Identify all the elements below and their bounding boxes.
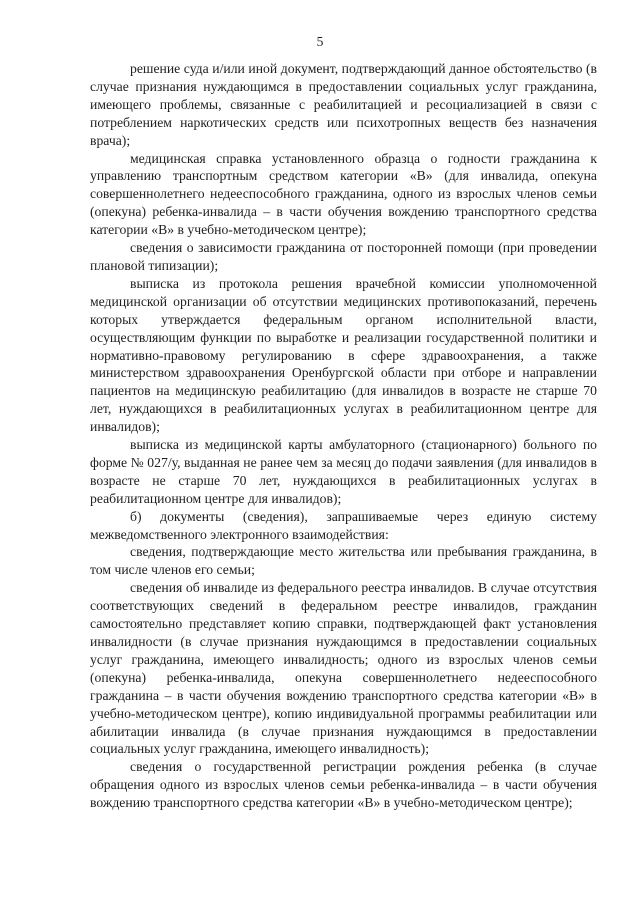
paragraph-birth-registration: сведения о государственной регистрации рождения ребенка (в случае обращения одного из взрослых членов семьи ребенка-инвалида – в части обучения вождению транспортного средства категории «В» в учебно-методическом центре); [90,759,597,811]
page-number: 5 [316,34,324,49]
paragraph-dependency-info: сведения о зависимости гражданина от посторонней помощи (при проведении плановой типизации); [90,240,597,273]
document-body [90,60,597,812]
paragraph-residence-info: сведения, подтверждающие место жительства или пребывания гражданина, в том числе членов его семьи; [90,544,597,578]
paragraph-commission-protocol: выписка из протокола решения врачебной комиссии уполномоченной медицинской организации об отсутствии медицинских противопоказаний, перечень которых утверждается федеральным органом исполнительной власти, осуществляющим функции по выработке и реализации государственной политики и нормативно-правовому регулированию в сфере здравоохранения, а также министерством здравоохранения Оренбургской области при отборе и направлении пациентов на медицинскую реабилитацию (для инвалидов в возрасте не старше 70 лет, нуждающихся в реабилитационных услугах в реабилитационном центре для инвалидов); [90,275,597,435]
paragraph-court-decision: решение суда и/или иной документ, подтверждающий данное обстоятельство (в случае признания нуждающимся в предоставлении социальных услуг гражданина, имеющего проблемы, связанные с реабилитацией и ресоциализацией в связи с потреблением наркотических средств или психотропных веществ без назначения врача); [90,61,597,148]
paragraph-medical-certificate: медицинская справка установленного образца о годности гражданина к управлению транспортным средством категории «В» (для инвалида, опекуна совершеннолетнего недееспособного гражданина, одного из взрослых членов семьи (опекуна) ребенка-инвалида – в части обучения вождению транспортного средства категории «В» в учебно-методическом центре); [90,150,597,238]
paragraph-interagency-documents: б) документы (сведения), запрашиваемые через единую систему межведомственного электронного взаимодействия: [90,508,597,542]
paragraph-medical-record-extract: выписка из медицинской карты амбулаторного (стационарного) больного по форме № 027/у, выданная не ранее чем за месяц до подачи заявления (для инвалидов в возрасте не старше 70 лет, нуждающихся в реабилитационных услугах в реабилитационном центре для инвалидов); [90,437,597,506]
paragraph-disability-registry: сведения об инвалиде из федерального реестра инвалидов. В случае отсутствия соответствующих сведений в федеральном реестре инвалидов, гражданин самостоятельно представляет копию справки, подтверждающей факт установления инвалидности (в случае признания нуждающимся в предоставлении социальных услуг гражданина, имеющего инвалидность; одного из взрослых членов семьи (опекуна) ребенка-инвалида, опекуна совершеннолетнего недееспособного гражданина – в части обучения вождению транспортного средства категории «В» в учебно-методическом центре), копию индивидуальной программы реабилитации или абилитации инвалида (в случае признания нуждающимся в предоставлении социальных услуг гражданина, имеющего инвалидность); [90,580,597,757]
